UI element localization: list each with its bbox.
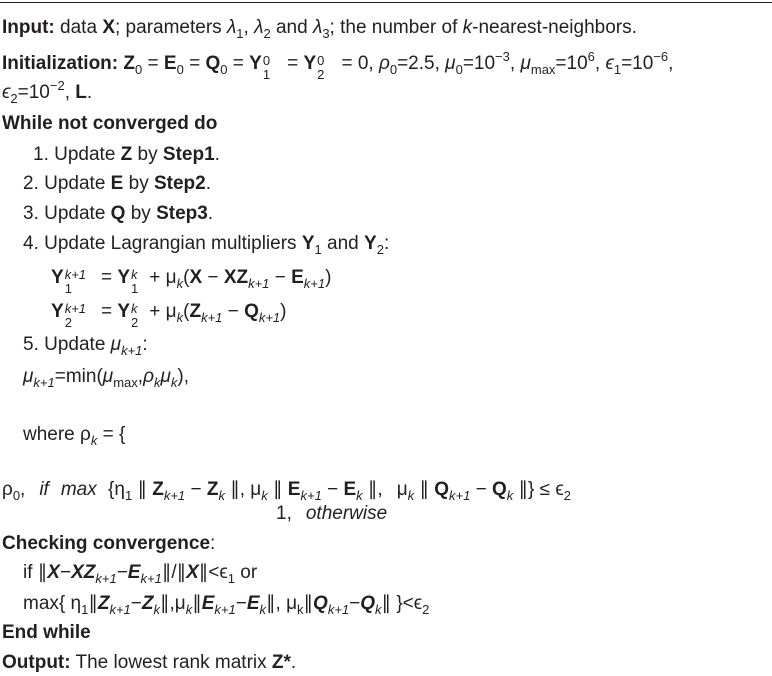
convergence-check-1: if $\parallel X-XZ_{k+1}-E_{k+1}\parallel/\parallel X\parallel<\epsilon_1$ or [23, 562, 258, 586]
convergence-check-2: max{ $\eta_1\parallel Z_{k+1}-Z_k\parallel,\mu_k\parallel E_{k+1}-E_k\parallel$, $\mu_k\parallel Q_{k+1}-Q_k\parallel$ }$<\epsilon_2$ [23, 593, 430, 617]
end-while: End while [2, 622, 91, 643]
where-clause: where $\rho_k$ = { [23, 424, 126, 448]
piecewise-case-1: $\rho_0$, if $\max \{\eta_1$ ∥ $Z_{k+1} - Z_k$ ∥, $\mu_k$ ∥ $E_{k+1} - E_k$ ∥, $\mu_k$ ∥ $Q_{k+1} - Q_k$ ∥} ≤ $\epsilon_2$ [2, 479, 572, 503]
input-line: Input: data X; parameters $\lambda_1$, $\lambda_2$ and $\lambda_3$; the number of k-nearest-neighbors. [2, 17, 637, 41]
equation-y2: Y k+1 2 = Y k 2 + $\mu_k(Z_{k+1} - Q_{k+1})$ [51, 301, 287, 330]
initialization-line-2: $\epsilon_2=10^{-2}$, L. [2, 78, 93, 106]
step-3: 3. Update Q by Step3. [23, 203, 214, 224]
checking-convergence-label: Checking convergence: [2, 533, 216, 554]
while-label: While not converged do [2, 113, 218, 134]
step-1: 1. Update Z by Step1. [33, 144, 220, 165]
piecewise-case-2: 1, otherwise [276, 503, 388, 524]
step-2: 2. Update E by Step2. [23, 173, 212, 194]
initialization-line: Initialization: $Z_0 = E_0 = Q_0 = Y$ 0 1 = Y 0 2 = 0, $\rho_0=2.5$, $\mu_0=10^{-3}$, $\mu_{max}=10^6$, $\epsilon_1=10^{-6}$, [2, 49, 674, 82]
mu-update: $\mu_{k+1}=\min(\mu_{max},\rho_k\mu_k)$, [23, 366, 189, 390]
top-rule [0, 2, 772, 3]
output-line: Output: The lowest rank matrix Z*. [2, 652, 297, 673]
equation-y1: Y k+1 1 = Y k 1 + $\mu_k(X - XZ_{k+1} - E_{k+1})$ [51, 267, 332, 296]
step-4: 4. Update Lagrangian multipliers $Y_1$ and $Y_2$: [23, 233, 390, 257]
step-5: 5. Update $\mu_{k+1}$: [23, 334, 148, 358]
